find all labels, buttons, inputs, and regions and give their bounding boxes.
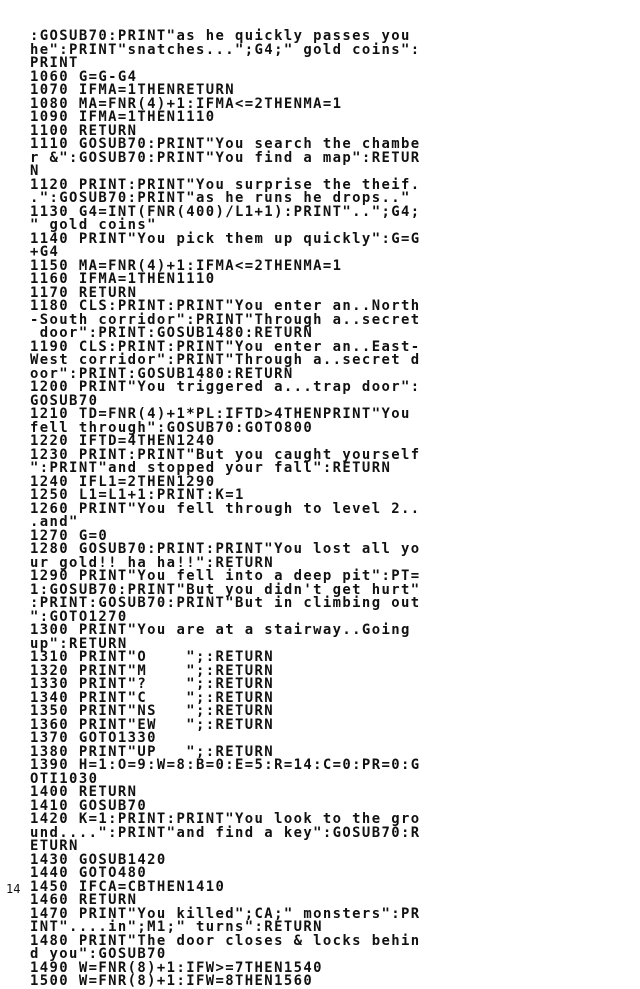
code-line: 1110 GOSUB70:PRINT"You search the chambe [30,136,421,152]
code-line: .":GOSUB70:PRINT"as he runs he drops.." [30,190,411,206]
code-line: 1200 PRINT"You triggered a...trap door": [30,379,421,395]
code-line: 1100 RETURN [30,122,138,139]
code-line: 1360 PRINT"EW ";:RETURN [30,716,275,733]
code-line: 1:GOSUB70:PRINT"But you didn't get hurt" [30,581,421,598]
code-line: 1300 PRINT"You are at a stairway..Going [30,622,411,638]
code-line: 1410 GOSUB70 [30,797,148,814]
code-line: 1160 IFMA=1THEN1110 [30,271,216,287]
code-line: 1290 PRINT"You fell into a deep pit":PT= [30,568,421,584]
code-line: 1460 RETURN [30,892,138,908]
code-line: INT"....in";M1;" turns":RETURN [30,919,323,935]
code-line: fell through":GOSUB70:GOTO800 [30,419,314,436]
code-line: :PRINT:GOSUB70:PRINT"But in climbing out [30,595,421,611]
code-line: he":PRINT"snatches...";G4;" gold coins": [30,41,421,58]
code-line: -South corridor":PRINT"Through a..secret [30,311,421,328]
code-line: 1490 W=FNR(8)+1:IFW>=7THEN1540 [30,959,323,976]
code-line: 1140 PRINT"You pick them up quickly":G=G [30,230,421,247]
code-line: ":PRINT"and stopped your fall":RETURN [30,460,392,476]
code-line: up":RETURN [30,635,128,652]
code-line: 1380 PRINT"UP ";:RETURN [30,743,275,760]
code-line: :GOSUB70:PRINT"as he quickly passes you [30,28,411,44]
code-line: 1420 K=1:PRINT:PRINT"You look to the gro [30,811,421,827]
code-line: N [30,163,40,179]
code-line: 1330 PRINT"? ";:RETURN [30,676,275,692]
code-line: 1320 PRINT"M ";:RETURN [30,662,275,679]
code-line: 1210 TD=FNR(4)+1*PL:IFTD>4THENPRINT"You [30,406,411,422]
code-line: ur gold!! ha ha!!":RETURN [30,554,275,571]
code-line: 1250 L1=L1+1:PRINT:K=1 [30,487,245,503]
page-number: 14 [6,882,21,896]
code-line: 1180 CLS:PRINT:PRINT"You enter an..North [30,298,421,314]
code-line: 1500 W=FNR(8)+1:IFW=8THEN1560 [30,973,314,989]
code-line: 1120 PRINT:PRINT"You surprise the theif. [30,176,421,193]
code-line: PRINT [30,55,79,71]
code-line: +G4 [30,244,60,260]
code-line: oor":PRINT:GOSUB1480:RETURN [30,365,294,382]
code-line: und....":PRINT"and find a key":GOSUB70:R [30,824,421,841]
code-line: d you":GOSUB70 [30,946,167,962]
code-line: GOSUB70 [30,392,99,409]
code-line: 1150 MA=FNR(4)+1:IFMA<=2THENMA=1 [30,257,343,274]
code-line: " gold coins" [30,217,157,233]
code-line: ":GOTO1270 [30,608,128,625]
code-line: ETURN [30,838,79,854]
code-line: 1440 GOTO480 [30,865,148,881]
code-line: 1270 G=0 [30,527,109,544]
code-listing [30,30,622,989]
code-line: 1230 PRINT:PRINT"But you caught yourself [30,446,421,463]
code-line: 1390 H=1:O=9:W=8:B=0:E=5:R=14:C=0:PR=0:G [30,757,421,773]
code-line: 1170 RETURN [30,284,138,301]
code-line: 1090 IFMA=1THEN1110 [30,109,216,125]
code-line: OTI1030 [30,770,99,787]
code-line: 1400 RETURN [30,784,138,800]
code-line: .and" [30,514,79,530]
code-line: 1060 G=G-G4 [30,68,138,85]
code-line: 1370 GOTO1330 [30,730,157,746]
code-line: 1430 GOSUB1420 [30,851,167,868]
code-line: 1280 GOSUB70:PRINT:PRINT"You lost all yo [30,541,421,557]
code-line: 1190 CLS:PRINT:PRINT"You enter an..East- [30,338,421,355]
code-line: 1350 PRINT"NS ";:RETURN [30,703,275,719]
code-line: 1260 PRINT"You fell through to level 2.. [30,500,421,517]
code-line: 1080 MA=FNR(4)+1:IFMA<=2THENMA=1 [30,95,343,112]
code-line: 1450 IFCA=CBTHEN1410 [30,878,226,895]
code-line: 1220 IFTD=4THEN1240 [30,433,216,449]
code-line: 1340 PRINT"C ";:RETURN [30,689,275,706]
code-line: 1480 PRINT"The door closes & locks behin [30,932,421,949]
code-line: 1070 IFMA=1THENRETURN [30,82,236,98]
code-line: r &":GOSUB70:PRINT"You find a map":RETUR [30,149,421,166]
code-line: West corridor":PRINT"Through a..secret d [30,352,421,368]
code-line: 1130 G4=INT(FNR(400)/L1+1):PRINT"..";G4; [30,203,421,220]
code-line: 1470 PRINT"You killed";CA;" monsters":PR [30,905,421,922]
code-line: door":PRINT:GOSUB1480:RETURN [30,325,314,341]
code-line: 1310 PRINT"O ";:RETURN [30,649,275,665]
code-line: 1240 IFL1=2THEN1290 [30,473,216,490]
